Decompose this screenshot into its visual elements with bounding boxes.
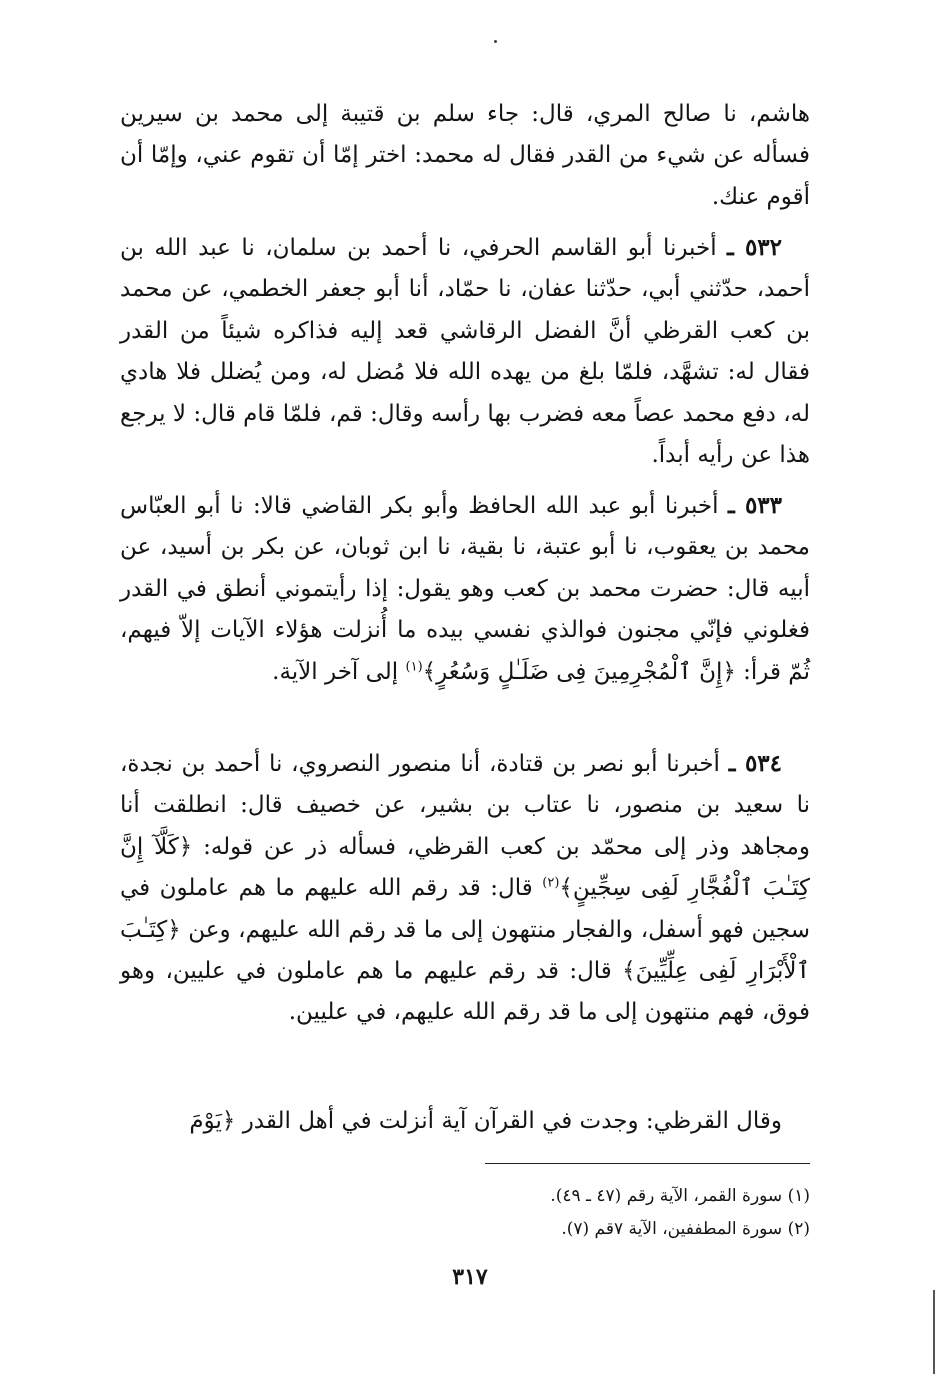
hadith-532 <box>120 227 810 476</box>
paragraph-text: وقال القرظي: وجدت في القرآن آية أنزلت في أهل القدر <box>242 1108 782 1134</box>
hadith-text: أخبرنا أبو عبد الله الحافظ وأبو بكر القاضي قالا: نا أبو العبّاس محمد بن يعقوب، نا أبو عتبة، نا بقية، نا ابن ثوبان، عن بكر بن أسيد، عن أبيه قال: حضرت محمد بن كعب وهو يقول: إذا رأيتموني أنطق في القدر فغلوني فإنّي مجنون فوالذي نفسي بيده ما أُنزلت هؤلاء الآيات إلاّ فيهم، ثُمّ قرأ: <box>120 493 810 685</box>
hadith-text-middle: قال: قد رقم الله عليهم ما هم عاملون في سجين فهو أسفل، والفجار منتهون إلى ما قد رقم الله عليهم، وعن <box>120 875 811 943</box>
hadith-number: ٥٣٣ ـ <box>728 492 783 519</box>
hadith-533-body <box>120 485 810 693</box>
paragraph-final-body <box>120 1101 810 1142</box>
quran-verse: ﴿إِنَّ ٱلْمُجْرِمِينَ فِى ضَلَـٰلٍ وَسُعُرٍ﴾ <box>422 658 736 685</box>
hadith-text-end: إلى آخر الآية. <box>272 658 399 685</box>
hadith-text: أخبرنا أبو القاسم الحرفي، نا أحمد بن سلمان، نا عبد الله بن أحمد، حدّثني أبي، حدّثنا عفان، نا حمّاد، أنا أبو جعفر الخطمي، عن محمد بن كعب القرظي أنَّ الفضل الرقاشي قعد إليه فذاكره شيئاً من القدر فقال له: تشهَّد، فلمّا بلغ من يهده الله فلا مُضل له، ومن يُضلل فلا هادي له، دفع محمد عصاً معه فضرب بها رأسه وقال: قم، فلمّا قام قال: لا يرجع هذا عن رأيه أبداً. <box>120 235 810 469</box>
hadith-534 <box>120 743 810 1034</box>
footnote-2: (٢) سورة المطففين، الآية ٧قم (٧). <box>561 1219 810 1239</box>
quran-verse: ﴿كَلَّآ إِنَّ كِتَـٰبَ ٱلْفُجَّارِ لَفِى سِجِّينٍ﴾ <box>120 833 811 902</box>
hadith-text-end: قال: قد رقم عليهم ما هم عاملون في عليين، وهو فوق، فهم منتهون إلى ما قد رقم الله عليهم، في عليين. <box>120 958 810 1026</box>
footnote-ref: (٢) <box>542 875 560 891</box>
paragraph-final <box>120 1101 810 1142</box>
scan-edge-mark <box>933 1290 935 1374</box>
page-speck <box>494 40 497 43</box>
quran-verse-start: ﴿يَوْمَ <box>189 1108 236 1134</box>
hadith-number: ٥٣٢ ـ <box>727 234 782 261</box>
footnote-divider <box>485 1163 810 1164</box>
footnote-ref: (١) <box>405 658 423 674</box>
hadith-534-body <box>120 743 810 1034</box>
footnote-1: (١) سورة القمر، الآية رقم (٤٧ ـ ٤٩). <box>550 1186 810 1206</box>
hadith-533 <box>120 485 810 693</box>
hadith-532-body <box>120 227 810 476</box>
paragraph-continuation <box>120 94 810 218</box>
paragraph-text: هاشم، نا صالح المري، قال: جاء سلم بن قتيبة إلى محمد بن سيرين فسأله عن شيء من القدر فقال له محمد: اختر إمّا أن تقوم عني، وإمّا أن أقوم عنك. <box>120 101 810 210</box>
page-number: ٣١٧ <box>452 1264 488 1290</box>
hadith-text: أخبرنا أبو نصر بن قتادة، أنا منصور النصروي، نا أحمد بن نجدة، نا سعيد بن منصور، نا عتاب بن بشير، عن خصيف قال: انطلقت أنا ومجاهد وذر إلى محمّد بن كعب القرظي، فسأله ذر عن قوله: <box>120 751 810 860</box>
footnotes <box>300 1180 810 1246</box>
hadith-number: ٥٣٤ ـ <box>728 750 782 777</box>
quran-verse: ﴿كِتَـٰبَ ٱلْأَبْرَارِ لَفِى عِلِّيِّينَ﴾ <box>120 916 811 985</box>
